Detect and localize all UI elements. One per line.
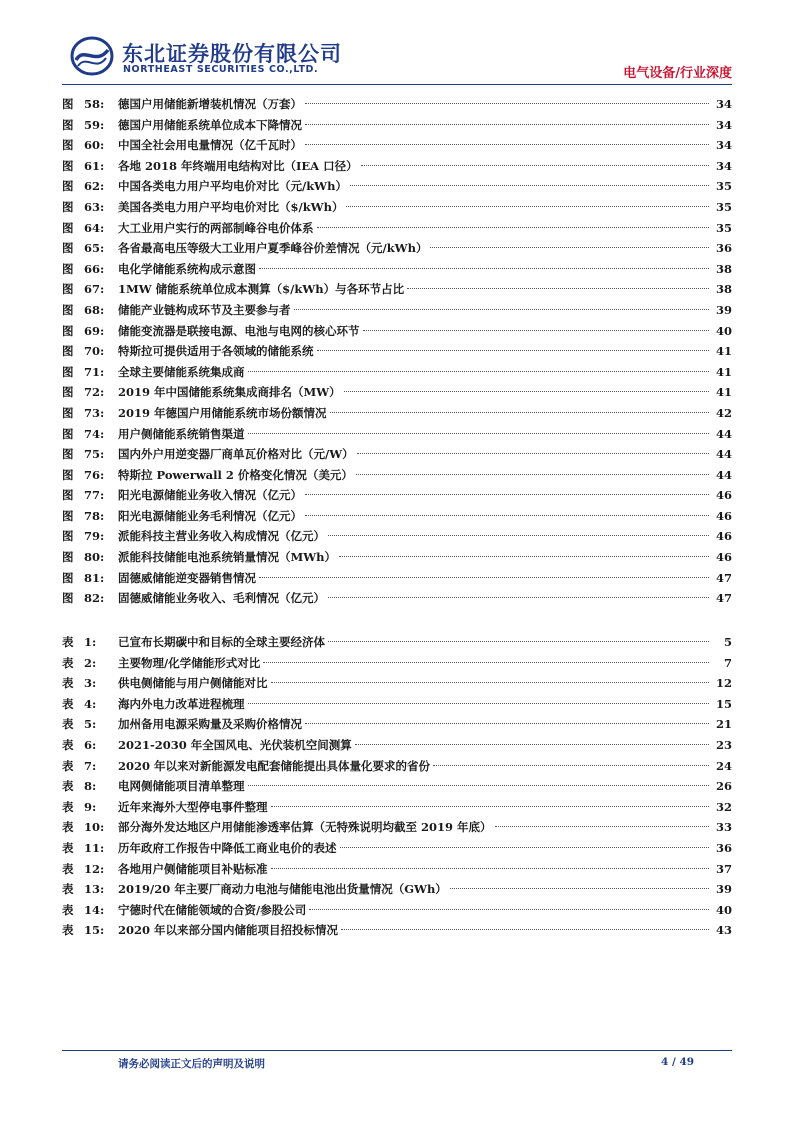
- dot-leader: [346, 206, 709, 207]
- dot-leader: [330, 412, 709, 413]
- entry-kind: 图: [62, 488, 74, 503]
- entry-title[interactable]: 2019 年德国户用储能系统市场份额情况: [118, 405, 327, 420]
- report-type: 电气设备/行业深度: [623, 66, 732, 81]
- entry-number: 9:: [84, 799, 97, 814]
- entry-number: 68:: [84, 302, 105, 317]
- entry-kind: 图: [62, 570, 74, 585]
- entry-number: 74:: [84, 426, 105, 441]
- entry-number: 6:: [84, 737, 97, 752]
- entry-number: 66:: [84, 261, 105, 276]
- entry-label: [62, 506, 118, 527]
- entry-title[interactable]: 德国户用储能系统单位成本下降情况: [118, 117, 302, 132]
- entry-title[interactable]: 大工业用户实行的两部制峰谷电价体系: [118, 220, 314, 235]
- entry-label: [62, 485, 118, 506]
- entry-title[interactable]: 2019/20 年主要厂商动力电池与储能电池出货量情况（GWh）: [118, 882, 447, 897]
- entry-kind: 表: [62, 635, 74, 649]
- entry-page[interactable]: 46: [715, 550, 732, 565]
- entry-label: [62, 156, 118, 177]
- entry-title[interactable]: 特斯拉 Powerwall 2 价格变化情况（美元）: [118, 467, 353, 482]
- entry-title[interactable]: 储能产业链构成环节及主要参与者: [118, 302, 291, 317]
- entry-label: [62, 382, 118, 403]
- entry-kind: 图: [62, 199, 74, 214]
- figure-entry[interactable]: [62, 300, 732, 321]
- entry-title[interactable]: 2020 年以来对新能源发电配套储能提出具体量化要求的省份: [118, 758, 431, 773]
- table-entry[interactable]: [62, 879, 732, 900]
- entry-label: [62, 259, 118, 280]
- entry-page[interactable]: 26: [715, 779, 732, 794]
- entry-title[interactable]: 国内外户用逆变器厂商单瓦价格对比（元/W）: [118, 447, 354, 462]
- header-divider: [62, 84, 732, 85]
- entry-title[interactable]: 各地 2018 年终端用电结构对比（IEA 口径）: [118, 158, 358, 173]
- entry-number: 81:: [84, 570, 105, 585]
- entry-kind: 图: [62, 138, 74, 153]
- entry-kind: 表: [62, 882, 74, 897]
- entry-page[interactable]: 40: [715, 323, 732, 338]
- entry-label: [62, 588, 118, 609]
- entry-title[interactable]: 近年来海外大型停电事件整理: [118, 799, 268, 814]
- table-entry[interactable]: [62, 735, 732, 756]
- dot-leader: [305, 144, 709, 145]
- entry-number: 79:: [84, 529, 105, 544]
- entry-title[interactable]: 各地用户侧储能项目补贴标准: [118, 861, 268, 876]
- figure-entry[interactable]: [62, 115, 732, 136]
- table-entry[interactable]: [62, 797, 732, 818]
- entry-kind: 图: [62, 241, 74, 256]
- entry-page[interactable]: 42: [715, 405, 732, 420]
- entry-kind: 图: [62, 426, 74, 441]
- entry-title[interactable]: 电网侧储能项目清单整理: [118, 779, 245, 794]
- dot-leader: [317, 227, 710, 228]
- dot-leader: [407, 288, 709, 289]
- entry-label: [62, 465, 118, 486]
- entry-kind: 表: [62, 799, 74, 814]
- entry-label: [62, 694, 118, 715]
- entry-label: [62, 115, 118, 136]
- entry-kind: 表: [62, 696, 74, 711]
- dot-leader: [271, 806, 710, 807]
- entry-label: [62, 279, 118, 300]
- page-number: 4 / 49: [661, 1056, 695, 1068]
- entry-page[interactable]: 35: [715, 220, 732, 235]
- entry-label: [62, 673, 118, 694]
- figure-entry[interactable]: [62, 526, 732, 547]
- entry-title[interactable]: 2020 年以来部分国内储能项目招投标情况: [118, 923, 339, 938]
- entry-title[interactable]: 储能变流器是联接电源、电池与电网的核心环节: [118, 323, 360, 338]
- entry-kind: 图: [62, 447, 74, 462]
- entry-title[interactable]: 中国全社会用电量情况（亿千瓦时）: [118, 138, 302, 153]
- entry-page[interactable]: 36: [715, 840, 732, 855]
- figure-entry[interactable]: [62, 238, 732, 259]
- dot-leader: [344, 391, 709, 392]
- entry-number: 59:: [84, 117, 105, 132]
- table-entry[interactable]: [62, 632, 732, 653]
- figure-entry[interactable]: [62, 444, 732, 465]
- entry-page[interactable]: 46: [715, 508, 732, 523]
- company-name-cn: 东北证券股份有限公司: [122, 42, 342, 66]
- dot-leader: [350, 185, 709, 186]
- figure-entry[interactable]: [62, 94, 732, 115]
- entry-kind: 图: [62, 97, 74, 111]
- dot-leader: [263, 662, 709, 663]
- entry-kind: 图: [62, 405, 74, 420]
- entry-title[interactable]: 派能科技储能电池系统销量情况（MWh）: [118, 550, 337, 565]
- dot-leader: [340, 847, 710, 848]
- entry-number: 65:: [84, 241, 105, 256]
- entry-label: [62, 197, 118, 218]
- figure-entry[interactable]: [62, 568, 732, 589]
- entry-title[interactable]: 历年政府工作报告中降低工商业电价的表述: [118, 840, 337, 855]
- entry-title[interactable]: 部分海外发达地区户用储能渗透率估算（无特殊说明均截至 2019 年底）: [118, 820, 492, 835]
- entry-label: [62, 776, 118, 797]
- entry-kind: 表: [62, 779, 74, 794]
- entry-number: 82:: [84, 591, 105, 606]
- entry-number: 1:: [84, 635, 97, 649]
- entry-page[interactable]: 34: [715, 138, 732, 153]
- entry-kind: 表: [62, 758, 74, 773]
- dot-leader: [271, 682, 710, 683]
- dot-leader: [430, 247, 709, 248]
- entry-number: 76:: [84, 467, 105, 482]
- entry-page[interactable]: 41: [715, 364, 732, 379]
- entry-label: [62, 797, 118, 818]
- entry-page[interactable]: 35: [715, 179, 732, 194]
- entry-number: 73:: [84, 405, 105, 420]
- entry-kind: 图: [62, 302, 74, 317]
- dot-leader: [271, 868, 710, 869]
- entry-kind: 表: [62, 737, 74, 752]
- entry-kind: 图: [62, 220, 74, 235]
- entry-number: 75:: [84, 447, 105, 462]
- entry-title[interactable]: 特斯拉可提供适用于各领域的储能系统: [118, 344, 314, 359]
- dot-leader: [328, 641, 709, 642]
- entry-page[interactable]: 47: [715, 591, 732, 606]
- entry-page[interactable]: 38: [715, 261, 732, 276]
- entry-label: [62, 756, 118, 777]
- figure-entry[interactable]: [62, 362, 732, 383]
- dot-leader: [305, 723, 709, 724]
- figure-entry[interactable]: [62, 156, 732, 177]
- entry-number: 3:: [84, 676, 97, 691]
- entry-number: 7:: [84, 758, 97, 773]
- entry-page[interactable]: 41: [715, 344, 732, 359]
- entry-kind: 图: [62, 117, 74, 132]
- entry-kind: 图: [62, 467, 74, 482]
- entry-page[interactable]: 44: [715, 447, 732, 462]
- entry-title[interactable]: 阳光电源储能业务收入情况（亿元）: [118, 488, 302, 503]
- entry-page[interactable]: 12: [715, 676, 732, 691]
- dot-leader: [317, 350, 710, 351]
- entry-label: [62, 218, 118, 239]
- entry-kind: 表: [62, 655, 74, 670]
- figure-list: [62, 94, 732, 609]
- table-entry[interactable]: [62, 673, 732, 694]
- table-entry[interactable]: [62, 653, 732, 674]
- figure-entry[interactable]: [62, 279, 732, 300]
- entry-kind: 图: [62, 529, 74, 544]
- dot-leader: [450, 888, 709, 889]
- figure-entry[interactable]: [62, 465, 732, 486]
- figure-entry[interactable]: [62, 135, 732, 156]
- dot-leader: [341, 929, 709, 930]
- entry-number: 77:: [84, 488, 105, 503]
- entry-title[interactable]: 电化学储能系统构成示意图: [118, 261, 256, 276]
- table-entry[interactable]: [62, 900, 732, 921]
- table-entry[interactable]: [62, 756, 732, 777]
- dot-leader: [328, 535, 709, 536]
- figure-entry[interactable]: [62, 176, 732, 197]
- entry-number: 11:: [84, 840, 105, 855]
- entry-page[interactable]: 47: [715, 570, 732, 585]
- entry-page[interactable]: 36: [715, 241, 732, 256]
- entry-kind: 图: [62, 158, 74, 173]
- entry-title[interactable]: 2019 年中国储能系统集成商排名（MW）: [118, 385, 341, 400]
- entry-page[interactable]: 43: [715, 923, 732, 938]
- entry-label: [62, 920, 118, 941]
- figure-entry[interactable]: [62, 506, 732, 527]
- entry-number: 61:: [84, 158, 105, 173]
- entry-label: [62, 632, 118, 653]
- entry-title[interactable]: 宁德时代在储能领域的合资/参股公司: [118, 902, 307, 917]
- entry-number: 78:: [84, 508, 105, 523]
- entry-label: [62, 444, 118, 465]
- company-name-en: NORTHEAST SECURITIES CO.,LTD.: [123, 64, 319, 75]
- figure-entry[interactable]: [62, 218, 732, 239]
- table-entry[interactable]: [62, 714, 732, 735]
- entry-label: [62, 300, 118, 321]
- entry-label: [62, 653, 118, 674]
- entry-page[interactable]: 24: [715, 758, 732, 773]
- footer-divider: [62, 1050, 732, 1051]
- dot-leader: [248, 785, 710, 786]
- entry-page[interactable]: 5: [723, 635, 732, 649]
- entry-title[interactable]: 固德威储能逆变器销售情况: [118, 570, 256, 585]
- entry-number: 58:: [84, 97, 105, 111]
- entry-number: 80:: [84, 550, 105, 565]
- entry-kind: 表: [62, 923, 74, 938]
- entry-number: 62:: [84, 179, 105, 194]
- entry-kind: 图: [62, 179, 74, 194]
- entry-page[interactable]: 44: [715, 467, 732, 482]
- dot-leader: [259, 268, 709, 269]
- dot-leader: [339, 556, 709, 557]
- figure-entry[interactable]: [62, 403, 732, 424]
- entry-label: [62, 341, 118, 362]
- figure-entry[interactable]: [62, 588, 732, 609]
- dot-leader: [433, 765, 709, 766]
- table-entry[interactable]: [62, 817, 732, 838]
- entry-kind: 图: [62, 364, 74, 379]
- entry-title[interactable]: 各省最高电压等级大工业用户夏季峰谷价差情况（元/kWh）: [118, 241, 428, 256]
- entry-title[interactable]: 主要物理/化学储能形式对比: [118, 655, 261, 670]
- entry-label: [62, 424, 118, 445]
- dot-leader: [328, 597, 709, 598]
- entry-label: [62, 838, 118, 859]
- entry-number: 8:: [84, 779, 97, 794]
- dot-leader: [305, 124, 709, 125]
- figure-entry[interactable]: [62, 197, 732, 218]
- table-list: [62, 632, 732, 941]
- entry-number: 67:: [84, 282, 105, 297]
- entry-kind: 表: [62, 840, 74, 855]
- dot-leader: [495, 826, 709, 827]
- dot-leader: [305, 494, 709, 495]
- figure-entry[interactable]: [62, 485, 732, 506]
- entry-label: [62, 321, 118, 342]
- entry-kind: 图: [62, 385, 74, 400]
- entry-title[interactable]: 阳光电源储能业务毛利情况（亿元）: [118, 508, 302, 523]
- entry-label: [62, 817, 118, 838]
- dot-leader: [309, 909, 709, 910]
- entry-title[interactable]: 已宣布长期碳中和目标的全球主要经济体: [118, 635, 325, 649]
- dot-leader: [248, 433, 710, 434]
- entry-number: 72:: [84, 385, 105, 400]
- dot-leader: [305, 103, 709, 104]
- entry-number: 70:: [84, 344, 105, 359]
- entry-label: [62, 176, 118, 197]
- entry-label: [62, 547, 118, 568]
- entry-page[interactable]: 32: [715, 799, 732, 814]
- figure-entry[interactable]: [62, 321, 732, 342]
- entry-label: [62, 135, 118, 156]
- entry-number: 63:: [84, 199, 105, 214]
- dot-leader: [357, 453, 709, 454]
- entry-number: 71:: [84, 364, 105, 379]
- entry-title[interactable]: 中国各类电力用户平均电价对比（元/kWh）: [118, 179, 347, 194]
- entry-label: [62, 403, 118, 424]
- footer-disclaimer: 请务必阅读正文后的声明及说明: [118, 1058, 265, 1070]
- entry-title[interactable]: 用户侧储能系统销售渠道: [118, 426, 245, 441]
- dot-leader: [355, 744, 709, 745]
- entry-kind: 图: [62, 282, 74, 297]
- entry-kind: 图: [62, 550, 74, 565]
- entry-kind: 表: [62, 820, 74, 835]
- entry-title[interactable]: 全球主要储能系统集成商: [118, 364, 245, 379]
- entry-title[interactable]: 美国各类电力用户平均电价对比（$/kWh）: [118, 199, 344, 214]
- entry-number: 10:: [84, 820, 105, 835]
- entry-page[interactable]: 34: [715, 117, 732, 132]
- dot-leader: [305, 515, 709, 516]
- entry-label: [62, 879, 118, 900]
- entry-title[interactable]: 1MW 储能系统单位成本测算（$/kWh）与各环节占比: [118, 282, 405, 297]
- entry-number: 2:: [84, 655, 97, 670]
- entry-kind: 表: [62, 902, 74, 917]
- entry-label: [62, 526, 118, 547]
- dot-leader: [363, 330, 710, 331]
- entry-page[interactable]: 41: [715, 385, 732, 400]
- entry-title[interactable]: 派能科技主营业务收入构成情况（亿元）: [118, 529, 325, 544]
- entry-kind: 图: [62, 344, 74, 359]
- entry-kind: 表: [62, 676, 74, 691]
- entry-page[interactable]: 39: [715, 302, 732, 317]
- dot-leader: [259, 577, 709, 578]
- entry-label: [62, 94, 118, 115]
- entry-page[interactable]: 34: [715, 97, 732, 111]
- entry-kind: 表: [62, 717, 74, 732]
- entry-page[interactable]: 46: [715, 529, 732, 544]
- entry-page[interactable]: 35: [715, 199, 732, 214]
- entry-title[interactable]: 德国户用储能新增装机情况（万套）: [118, 97, 302, 111]
- entry-label: [62, 859, 118, 880]
- entry-number: 14:: [84, 902, 105, 917]
- table-entry[interactable]: [62, 776, 732, 797]
- entry-label: [62, 714, 118, 735]
- entry-page[interactable]: 21: [715, 717, 732, 732]
- entry-title[interactable]: 固德威储能业务收入、毛利情况（亿元）: [118, 591, 325, 606]
- entry-label: [62, 238, 118, 259]
- dot-leader: [294, 309, 710, 310]
- entry-page[interactable]: 15: [715, 696, 732, 711]
- entry-label: [62, 735, 118, 756]
- entry-title[interactable]: 2021-2030 年全国风电、光伏装机空间测算: [118, 737, 352, 752]
- table-entry[interactable]: [62, 920, 732, 941]
- entry-page[interactable]: 46: [715, 488, 732, 503]
- figure-entry[interactable]: [62, 424, 732, 445]
- entry-title[interactable]: 加州备用电源采购量及采购价格情况: [118, 717, 302, 732]
- entry-page[interactable]: 23: [715, 737, 732, 752]
- entry-page[interactable]: 34: [715, 158, 732, 173]
- entry-kind: 图: [62, 591, 74, 606]
- entry-kind: 图: [62, 323, 74, 338]
- entry-number: 69:: [84, 323, 105, 338]
- entry-title[interactable]: 海内外电力改革进程梳理: [118, 696, 245, 711]
- entry-page[interactable]: 33: [715, 820, 732, 835]
- dot-leader: [361, 165, 709, 166]
- entry-label: [62, 568, 118, 589]
- dot-leader: [248, 703, 710, 704]
- entry-page[interactable]: 39: [715, 882, 732, 897]
- table-entry[interactable]: [62, 838, 732, 859]
- entry-number: 4:: [84, 696, 97, 711]
- entry-page[interactable]: 44: [715, 426, 732, 441]
- entry-page[interactable]: 38: [715, 282, 732, 297]
- table-entry[interactable]: [62, 694, 732, 715]
- entry-page[interactable]: 40: [715, 902, 732, 917]
- entry-number: 60:: [84, 138, 105, 153]
- entry-number: 64:: [84, 220, 105, 235]
- entry-title[interactable]: 供电侧储能与用户侧储能对比: [118, 676, 268, 691]
- company-logo-icon: [70, 36, 114, 76]
- figure-entry[interactable]: [62, 341, 732, 362]
- entry-label: [62, 362, 118, 383]
- entry-page[interactable]: 7: [723, 655, 732, 670]
- figure-entry[interactable]: [62, 382, 732, 403]
- entry-label: [62, 900, 118, 921]
- entry-kind: 表: [62, 861, 74, 876]
- entry-number: 15:: [84, 923, 105, 938]
- entry-page[interactable]: 37: [715, 861, 732, 876]
- entry-number: 13:: [84, 882, 105, 897]
- entry-kind: 图: [62, 508, 74, 523]
- dot-leader: [356, 474, 709, 475]
- entry-number: 5:: [84, 717, 97, 732]
- entry-number: 12:: [84, 861, 105, 876]
- figure-entry[interactable]: [62, 259, 732, 280]
- page-header: [62, 32, 732, 82]
- figure-entry[interactable]: [62, 547, 732, 568]
- dot-leader: [248, 371, 710, 372]
- entry-kind: 图: [62, 261, 74, 276]
- table-entry[interactable]: [62, 859, 732, 880]
